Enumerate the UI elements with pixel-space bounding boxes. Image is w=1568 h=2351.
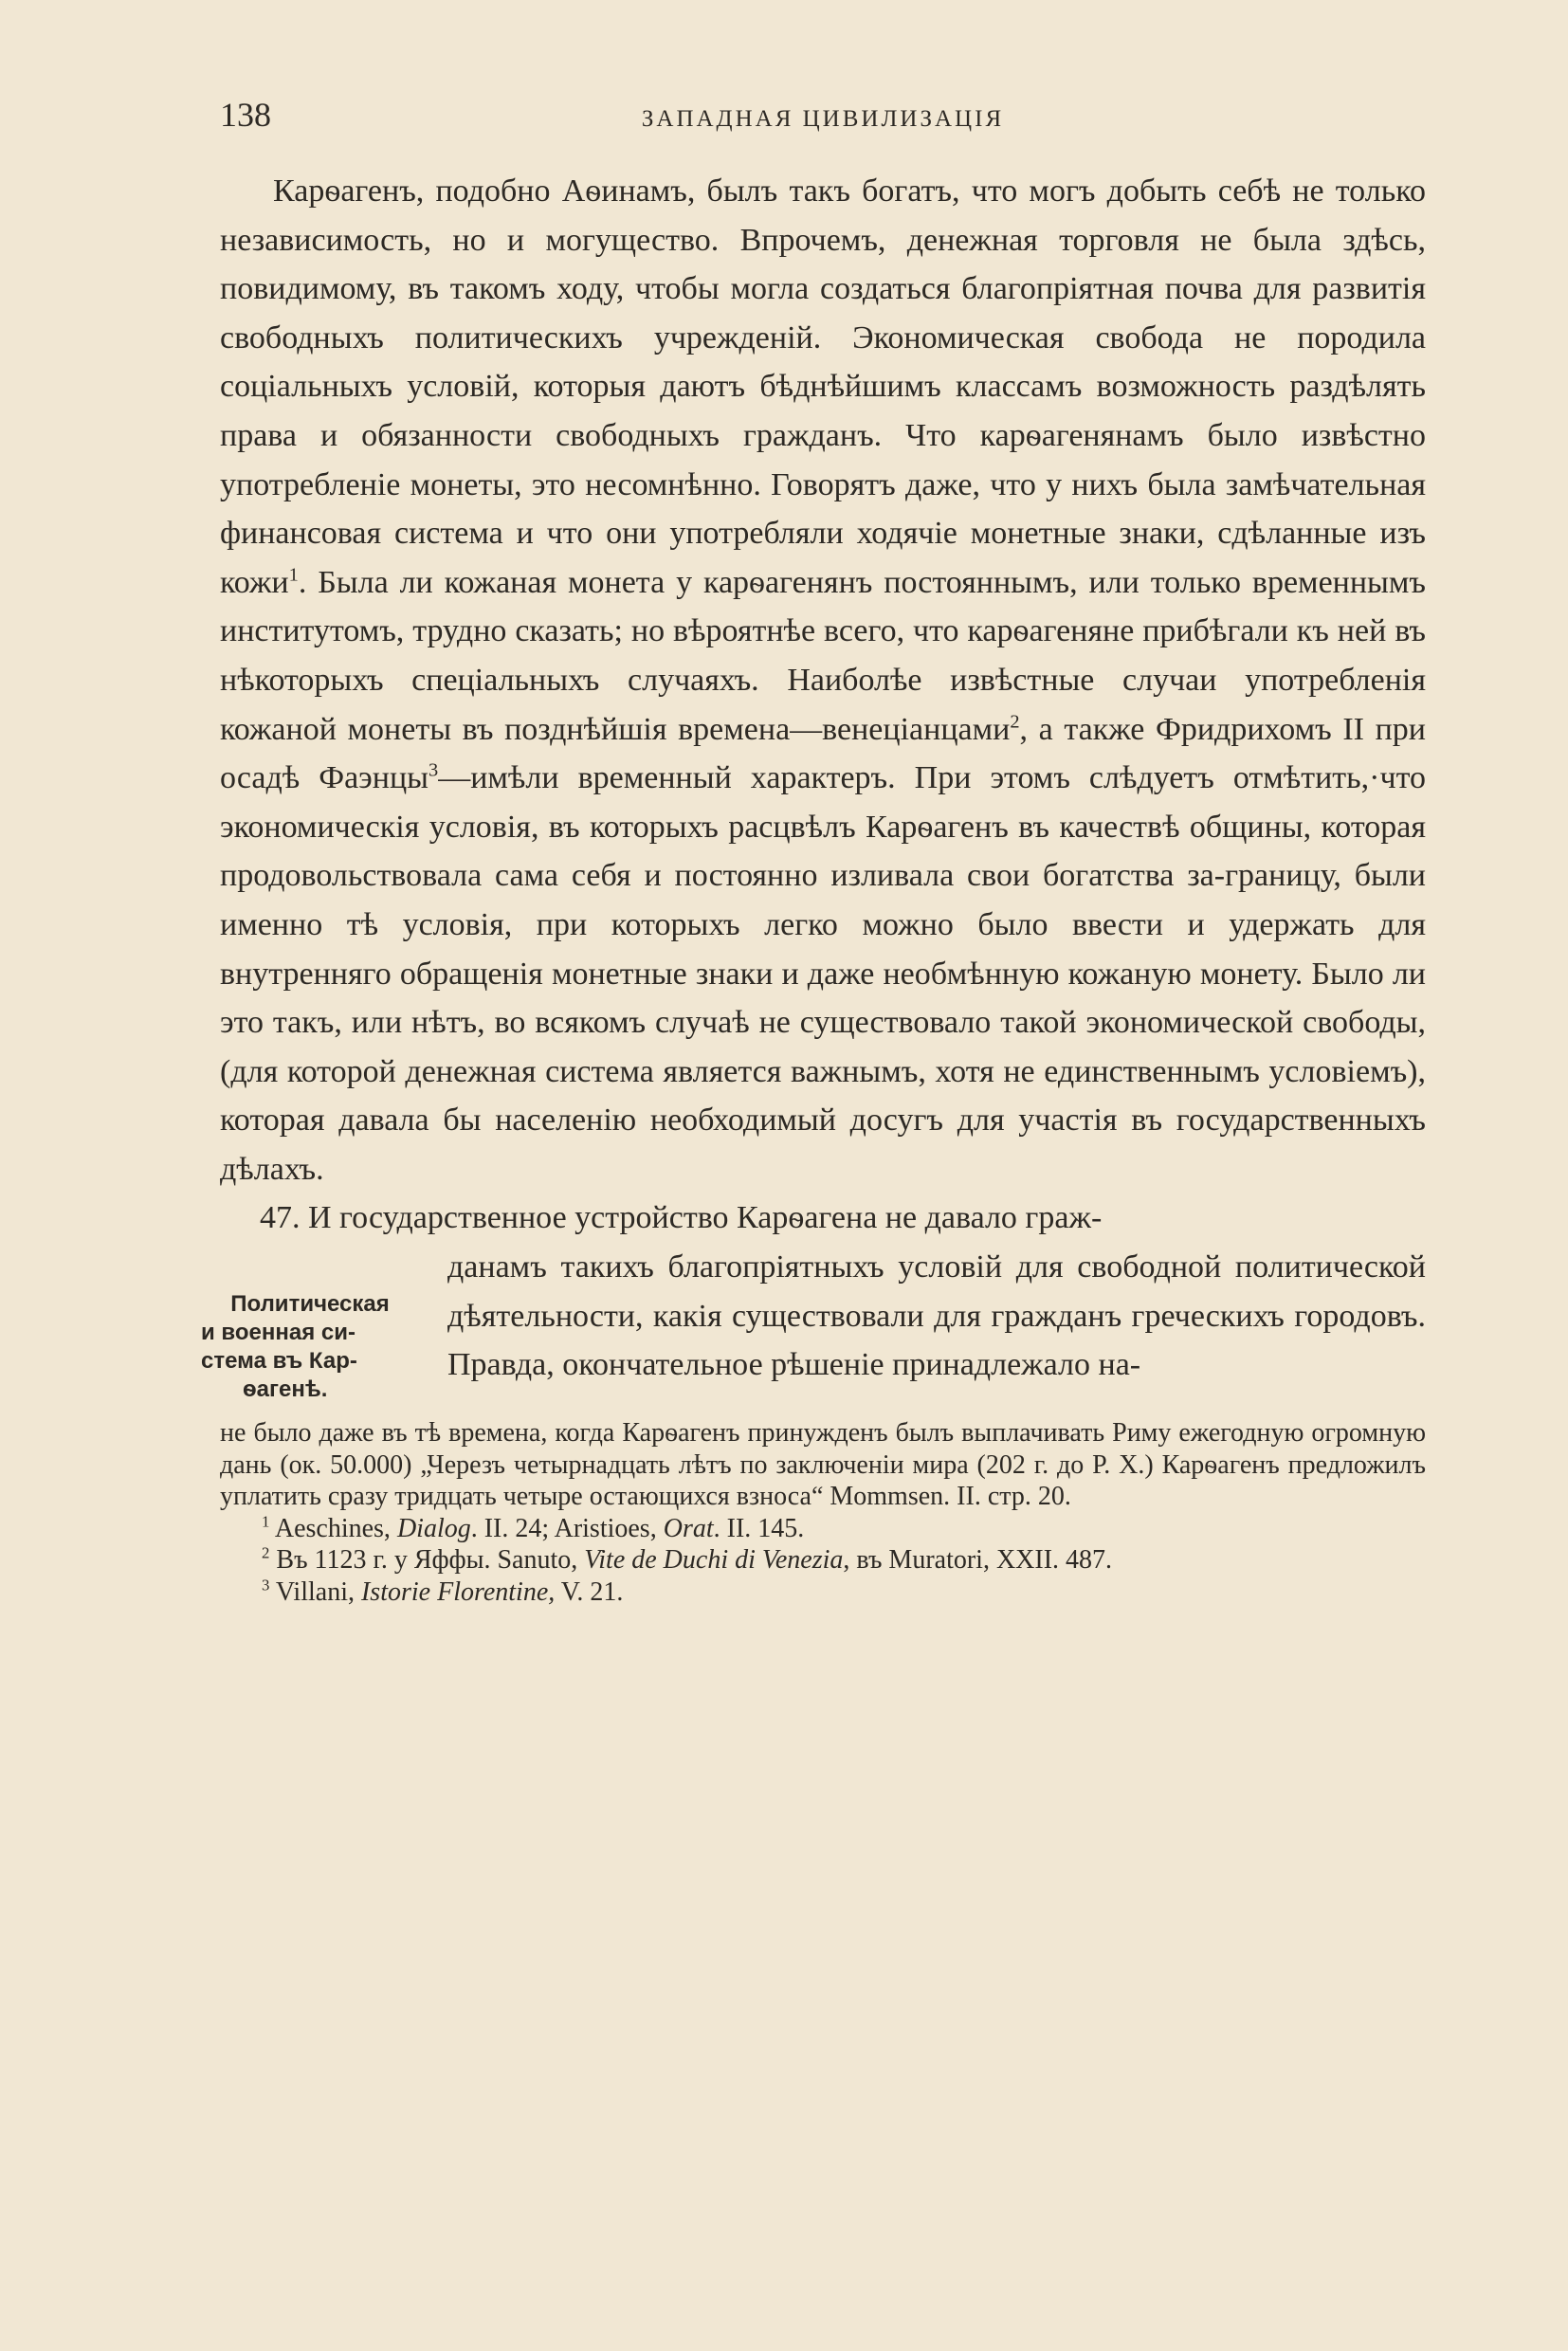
- footnote-2: [220, 1544, 1426, 1576]
- running-head: [220, 95, 1426, 133]
- main-text: [220, 167, 1426, 1243]
- marginal-heading-line: ѳагенѣ.: [243, 1376, 328, 1403]
- marginal-heading-line: Политическая: [230, 1291, 390, 1318]
- footnote-text: V. 21.: [555, 1576, 624, 1607]
- running-title: ЗАПАДНАЯ ЦИВИЛИЗАЦІЯ: [641, 106, 1005, 132]
- marginal-section: [201, 1243, 1426, 1404]
- footnote-text: . II. 24; Aristiоes,: [470, 1513, 664, 1543]
- footnote-mark: 3: [262, 1576, 270, 1595]
- footnote-mark: 1: [262, 1512, 270, 1531]
- paragraph-text: , а также Фридрихомъ II при осадѣ Фаэнцы: [220, 711, 1426, 796]
- marginal-heading-line: и военная си-: [201, 1320, 356, 1346]
- page-number: 138: [220, 96, 271, 134]
- paragraph-first-line: 47. И государственное устройство Карѳагена не давало граж-: [260, 1200, 1103, 1236]
- paragraph-continuation: данамъ такихъ благопріятныхъ условій для свободной политической дѣятельности, какія существовали для гражданъ греческихъ городовъ. Правда, окончательное рѣшеніе принадлежало на-: [447, 1249, 1426, 1383]
- footnote-italic: Dialog: [396, 1513, 471, 1543]
- footnote-3: [220, 1576, 1426, 1609]
- paragraph: [220, 167, 1426, 1194]
- footnote-1: [220, 1513, 1426, 1545]
- footnote-italic: Orat: [663, 1513, 714, 1543]
- paragraph-text: . Была ли кожаная монета у карѳагенянъ постояннымъ, или только временнымъ институтомъ, трудно сказать; но вѣроятнѣе всего, что карѳагеняне прибѣгали къ ней въ нѣкоторыхъ спеціальныхъ случаяхъ. Наиболѣе извѣстные случаи употребленія кожаной монеты въ позднѣйшія времена—венеціанцами: [220, 564, 1426, 747]
- footnote-text: Villani,: [275, 1576, 361, 1607]
- footnote-text: Въ 1123 г. у Яффы. Sanuto,: [276, 1545, 585, 1576]
- footnote-ref: 3: [428, 759, 439, 781]
- footnote-text: . II. 145.: [713, 1513, 805, 1543]
- footnote-text: Aeschines,: [274, 1513, 397, 1543]
- paragraph-text: Карѳагенъ, подобно Аѳинамъ, былъ такъ богатъ, что могъ добыть себѣ не только независимость, но и могущество. Впрочемъ, денежная торговля не была здѣсь, повидимому, въ такомъ ходу, чтобы могла создаться благопріятная почва для развитія свободныхъ политическихъ учрежденій. Экономическая свобода не породила соціальныхъ условій, которыя даютъ бѣднѣйшимъ классамъ возможность раздѣлять права и обязанности свободныхъ гражданъ. Что карѳагенянамъ было извѣстно употребленіе монеты, это несомнѣнно. Говорятъ даже, что у нихъ была замѣчательная финансовая система и что они употребляли ходячіе монетные знаки, сдѣланные изъ кожи: [220, 173, 1426, 600]
- footnote-ref: 2: [1010, 711, 1020, 733]
- footnote-text: , въ Muratori, XXII. 487.: [843, 1545, 1113, 1576]
- footnote-continuation: не было даже въ тѣ времена, когда Карѳагенъ принужденъ былъ выплачивать Риму ежегодную огромную дань (ок. 50.000) „Черезъ четырнадцать лѣтъ по заключеніи мира (202 г. до Р. Х.) Карѳагенъ предложилъ уплатить сразу тридцать четыре остающихся взноса“ Mommsen. II. стр. 20.: [220, 1418, 1426, 1512]
- footnotes: [220, 1417, 1426, 1608]
- footnote-italic: Vite de Duchi di Venezia: [584, 1545, 844, 1576]
- marginal-heading: [201, 1243, 419, 1404]
- footnote-mark: 2: [262, 1543, 270, 1562]
- paragraph-text: —имѣли временный характеръ. При этомъ слѣдуетъ отмѣтить,·что экономическія условія, въ которыхъ расцвѣлъ Карѳагенъ въ качествѣ общины, которая продовольствовала сама себя и постоянно изливала свои богатства за-границу, были именно тѣ условія, при которыхъ легко можно было ввести и удержать для внутренняго обращенія монетные знаки и даже необмѣнную кожаную монету. Было ли это такъ, или нѣтъ, во всякомъ случаѣ не существовало такой экономической свободы, (для которой денежная система является важнымъ, хотя не единственнымъ условіемъ), которая давала бы населенію необходимый досугъ для участія въ государственныхъ дѣлахъ.: [220, 760, 1426, 1187]
- footnote-italic: Istorie Florentine,: [360, 1576, 556, 1607]
- marginal-heading-line: стема въ Кар-: [201, 1348, 357, 1375]
- footnote-ref: 1: [288, 564, 299, 586]
